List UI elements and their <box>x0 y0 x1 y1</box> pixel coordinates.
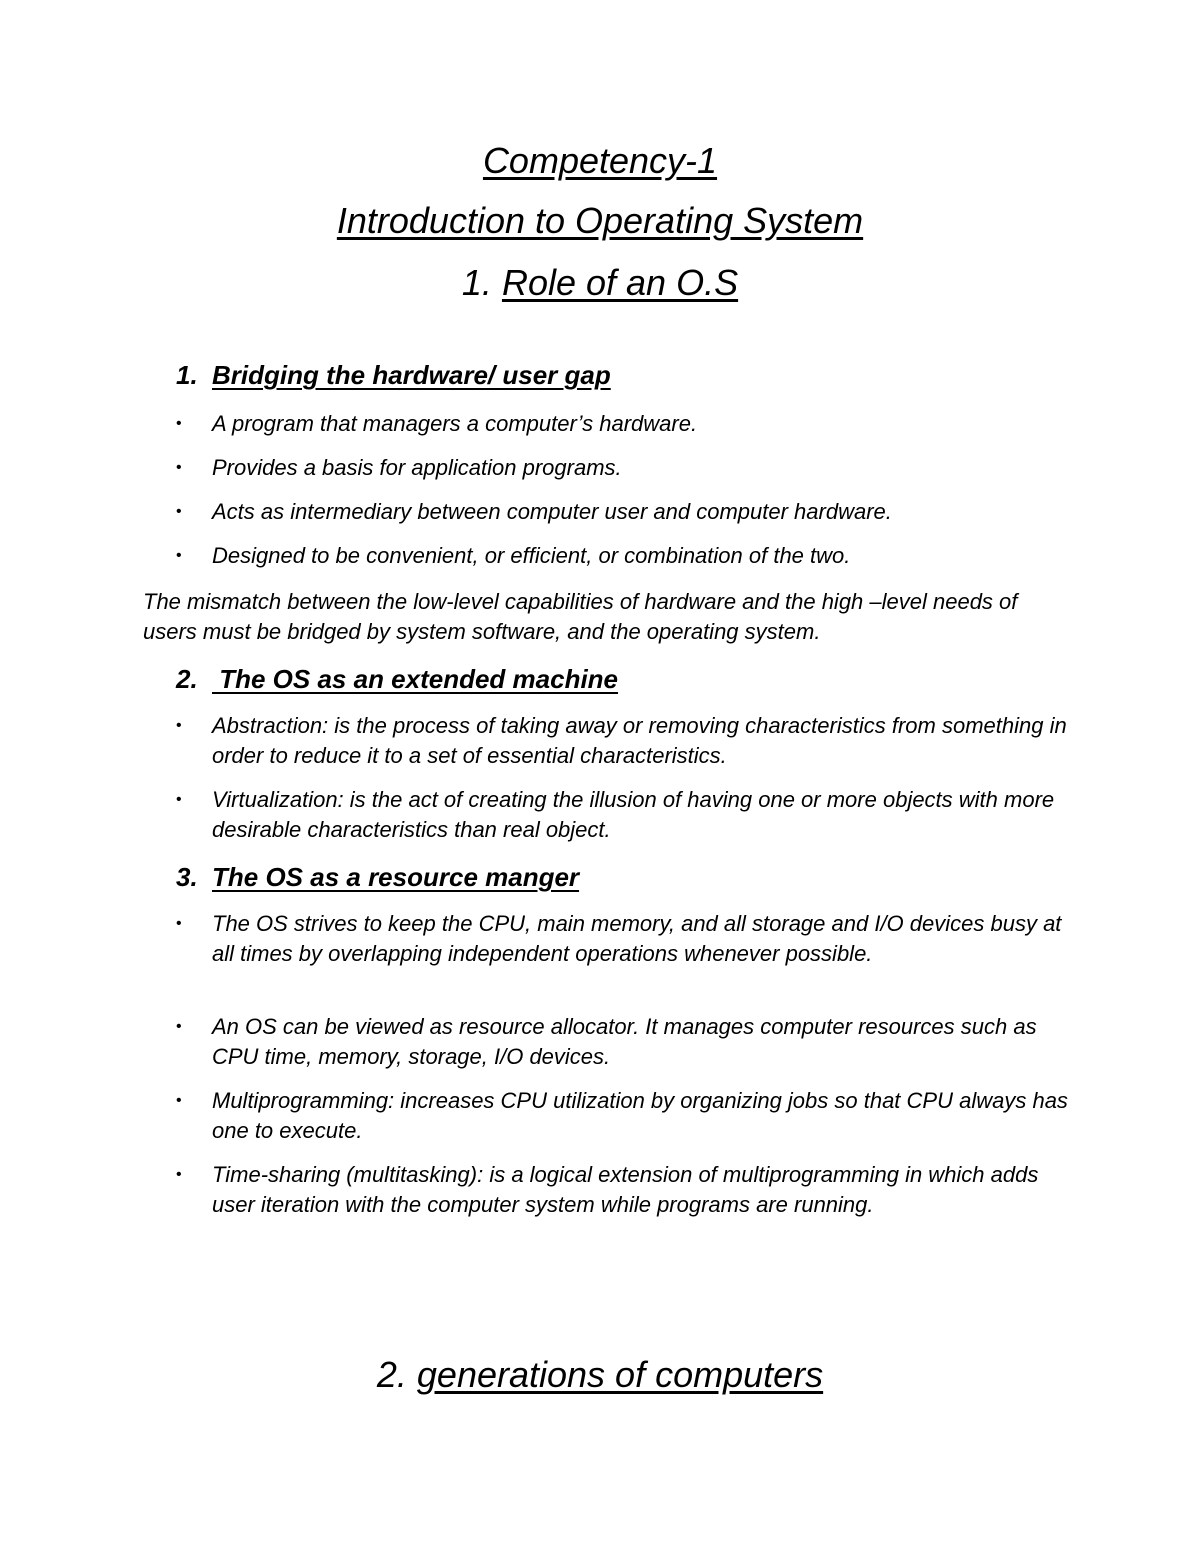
bullet-icon: • <box>176 791 182 808</box>
list-item: • A program that managers a computer’s hardware. <box>176 409 1076 439</box>
list-item: • Time-sharing (multitasking): is a logical extension of multiprogramming in which adds user iteration with the computer system while programs are running. <box>176 1162 1039 1217</box>
section-2-number: 2. <box>376 1354 407 1395</box>
document-title: Competency-1 <box>482 140 718 181</box>
bullet-icon: • <box>176 915 182 932</box>
section-1-number: 1. <box>461 262 492 303</box>
list-item: • Designed to be convenient, or efficient, or combination of the two. <box>176 541 1076 571</box>
bullet-icon: • <box>176 547 182 564</box>
list-item: • Abstraction: is the process of taking away or removing characteristics from something in order to reduce it to a set of essential characteristics. <box>176 713 1067 768</box>
section-1-title: Role of an O.S <box>501 262 739 303</box>
subsection-1-heading: 1. Bridging the hardware/ user gap <box>176 360 611 390</box>
section-2-heading <box>0 1354 1200 1396</box>
bullet-icon: • <box>176 415 182 432</box>
section-1-heading <box>0 262 1200 304</box>
subsection-2-heading: 2. The OS as an extended machine <box>176 664 619 694</box>
bullet-icon: • <box>176 1018 182 1035</box>
bullet-icon: • <box>176 717 182 734</box>
bullet-icon: • <box>176 1092 182 1109</box>
section-2-title: generations of computers <box>416 1354 824 1395</box>
document-subtitle: Introduction to Operating System <box>336 200 864 241</box>
bullet-icon: • <box>176 1166 182 1183</box>
subsection-3-heading: 3. The OS as a resource manger <box>176 862 580 892</box>
list-item: • The OS strives to keep the CPU, main memory, and all storage and I/O devices busy at all times by overlapping independent operations whenever possible. <box>176 911 1062 966</box>
paragraph: The mismatch between the low-level capabilities of hardware and the high –level needs of users must be bridged by system software, and the operating system. <box>143 589 1018 644</box>
list-item: • An OS can be viewed as resource allocator. It manages computer resources such as CPU time, memory, storage, I/O devices. <box>176 1014 1037 1069</box>
bullet-icon: • <box>176 503 182 520</box>
list-item: • Multiprogramming: increases CPU utilization by organizing jobs so that CPU always has one to execute. <box>176 1088 1068 1143</box>
list-item: • Acts as intermediary between computer user and computer hardware. <box>176 497 1076 527</box>
list-item: • Virtualization: is the act of creating the illusion of having one or more objects with more desirable characteristics than real object. <box>176 787 1055 842</box>
list-item: • Provides a basis for application programs. <box>176 453 1076 483</box>
bullet-icon: • <box>176 459 182 476</box>
